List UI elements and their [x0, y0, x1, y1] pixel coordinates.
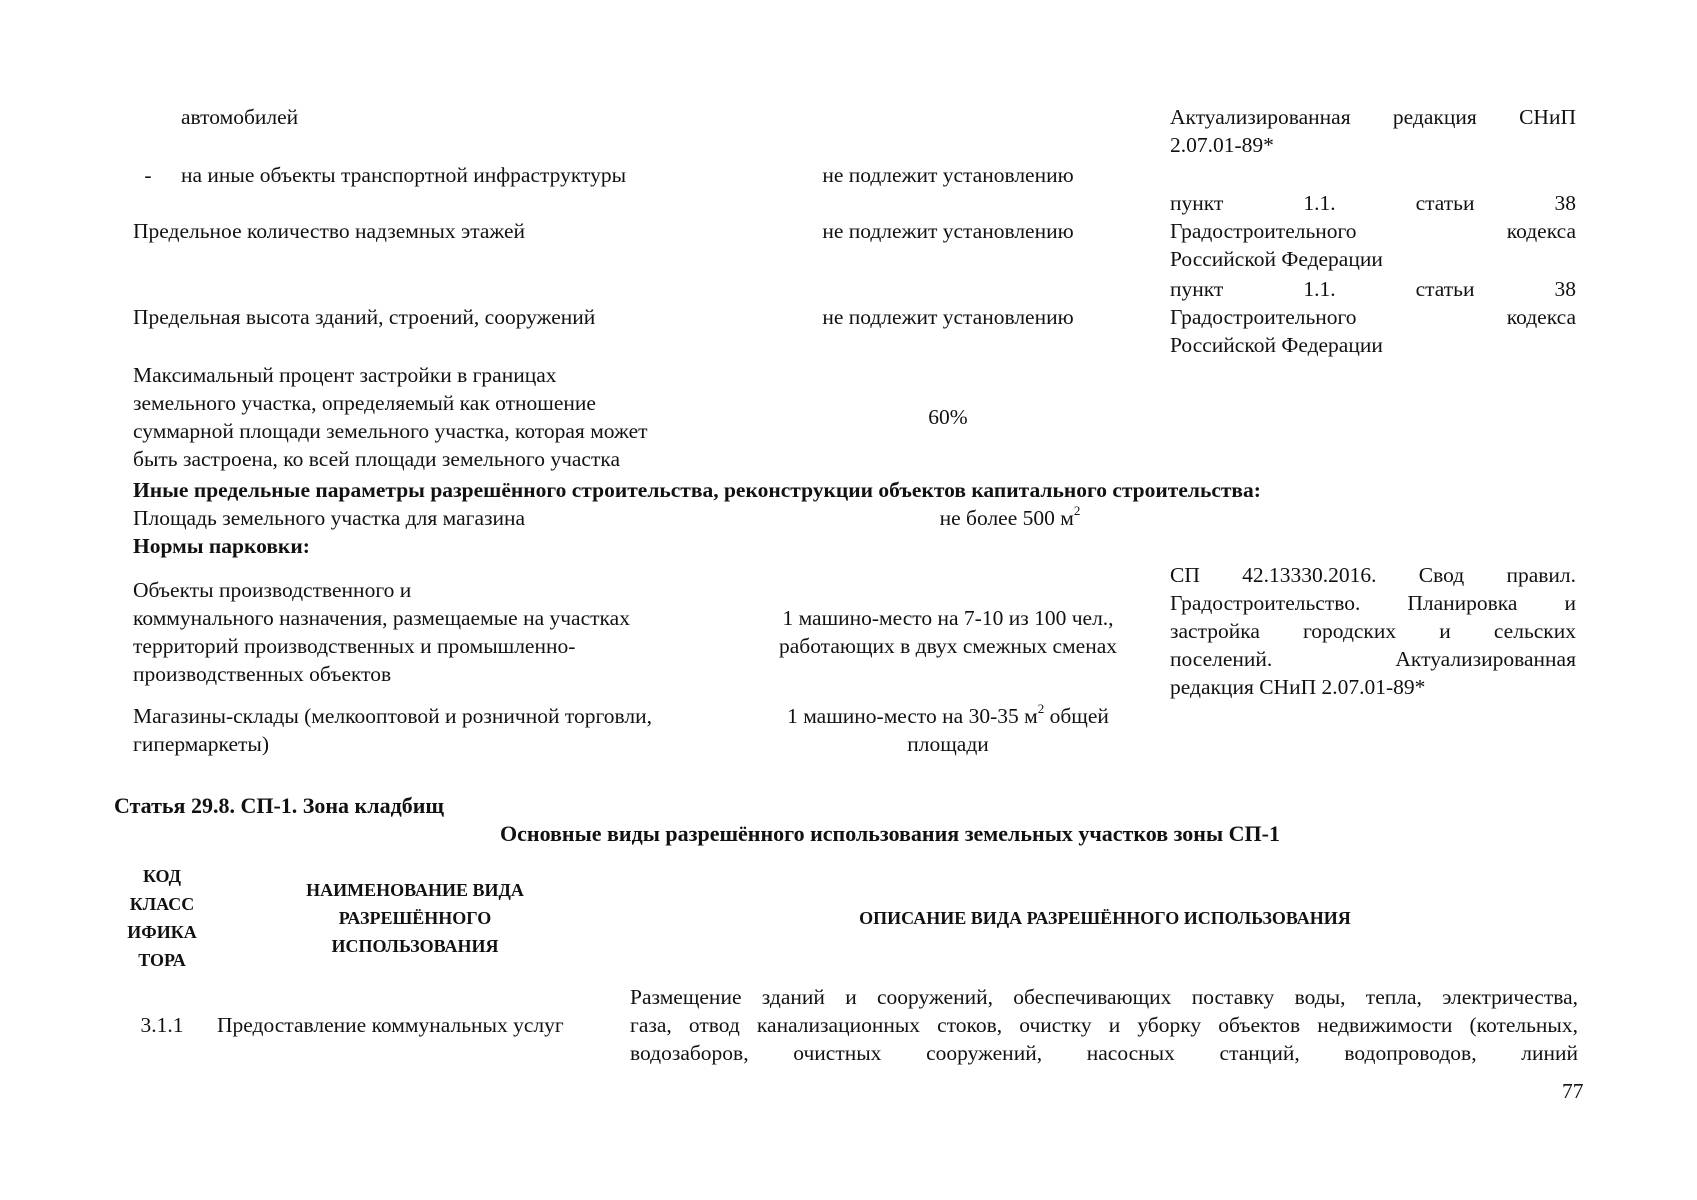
param-coverage [133, 361, 743, 473]
param-shop-area: Площадь земельного участка для магазина [133, 506, 526, 530]
header-name [240, 876, 590, 960]
header-line: РАЗРЕШЁННОГО [338, 908, 492, 928]
page-number: 77 [1562, 1079, 1584, 1103]
value-other-transport: не подлежит установлению [822, 163, 1074, 187]
header-line: НАИМЕНОВАНИЕ ВИДА [306, 880, 524, 900]
header-line: ИФИКА [127, 922, 197, 942]
basis-parking [1170, 561, 1576, 701]
param-line: территорий производственных и промышленно- [133, 634, 576, 658]
value-line [748, 702, 1148, 730]
description-line: Размещение зданий и сооружений, обеспечивающих поставку воды, тепла, электричества, [630, 985, 1578, 1009]
row-name: Предоставление коммунальных услуг [217, 1013, 564, 1037]
basis-line: Российской Федерации [1170, 247, 1383, 271]
param-cars-cont: автомобилей [181, 105, 299, 129]
description-line: газа, отвод канализационных стоков, очистку и уборку объектов недвижимости (котельных, [630, 1013, 1578, 1037]
header-description: ОПИСАНИЕ ВИДА РАЗРЕШЁННОГО ИСПОЛЬЗОВАНИЯ [859, 908, 1351, 928]
param-line: суммарной площади земельного участка, которая может [133, 419, 648, 443]
basis-line: Актуализированная редакция СНиП [1170, 105, 1576, 129]
basis-line: Градостроительного кодекса [1170, 219, 1576, 243]
value-text: не более 500 м [939, 506, 1074, 530]
param-height: Предельная высота зданий, строений, сооружений [133, 305, 596, 329]
param-line: Максимальный процент застройки в границах [133, 363, 557, 387]
param-line: производственных объектов [133, 662, 392, 686]
value-coverage: 60% [928, 405, 968, 429]
value-warehouse-shops [748, 702, 1148, 758]
basis-line: Российской Федерации [1170, 333, 1383, 357]
superscript: 2 [1073, 502, 1081, 518]
param-line: гипермаркеты) [133, 732, 270, 756]
basis-line: пункт 1.1. статьи 38 [1170, 277, 1576, 301]
basis-line: СП 42.13330.2016. Свод правил. [1170, 563, 1576, 587]
basis-height [1170, 275, 1576, 359]
param-line: коммунального назначения, размещаемые на участках [133, 606, 630, 630]
value-height: не подлежит установлению [822, 305, 1074, 329]
value-text: 1 машино-место на 30-35 м [787, 704, 1038, 728]
param-line: земельного участка, определяемый как отношение [133, 391, 596, 415]
list-dash: - [144, 163, 152, 187]
param-industrial [133, 576, 743, 688]
basis-line: 2.07.01-89* [1170, 133, 1274, 157]
header-line: КОД [142, 866, 182, 886]
basis-line: поселений. Актуализированная [1170, 647, 1576, 671]
param-other-transport [133, 161, 626, 189]
value-line: площади [907, 732, 989, 756]
header-code [112, 862, 212, 974]
param-warehouse-shops [133, 702, 753, 758]
value-industrial [748, 604, 1148, 660]
header-line: ИСПОЛЬЗОВАНИЯ [331, 936, 499, 956]
other-params-heading: Иные предельные параметры разрешённого строительства, реконструкции объектов капитального строительства: [133, 478, 1261, 502]
basis-floors [1170, 189, 1576, 273]
param-floors: Предельное количество надземных этажей [133, 219, 526, 243]
value-line: 1 машино-место на 7-10 из 100 чел., [782, 606, 1114, 630]
value-floors: не подлежит установлению [822, 219, 1074, 243]
basis-line: Градостроительного кодекса [1170, 305, 1576, 329]
basis-line: Градостроительство. Планировка и [1170, 591, 1576, 615]
value-text: общей [1044, 704, 1109, 728]
basis-line: пункт 1.1. статьи 38 [1170, 191, 1576, 215]
basis-cars [1170, 103, 1576, 159]
article-title: Статья 29.8. СП-1. Зона кладбищ [114, 793, 444, 818]
param-line: быть застроена, ко всей площади земельного участка [133, 447, 621, 471]
superscript: 2 [1037, 700, 1045, 716]
header-line: ТОРА [138, 950, 186, 970]
value-line: работающих в двух смежных сменах [778, 634, 1118, 658]
param-line: Магазины-склады (мелкооптовой и розничной торговли, [133, 704, 653, 728]
row-description [630, 983, 1578, 1067]
description-line: водозаборов, очистных сооружений, насосных станций, водопроводов, линий [630, 1041, 1578, 1065]
basis-line: редакция СНиП 2.07.01-89* [1170, 675, 1426, 699]
row-code: 3.1.1 [140, 1013, 184, 1037]
basis-line: застройка городских и сельских [1170, 619, 1576, 643]
header-line: КЛАСС [129, 894, 195, 914]
value-shop-area [830, 504, 1190, 532]
parking-heading: Нормы парковки: [133, 534, 310, 558]
param-text: на иные объекты транспортной инфраструктуры [181, 163, 627, 187]
table-title: Основные виды разрешённого использования земельных участков зоны СП-1 [500, 821, 1280, 846]
param-line: Объекты производственного и [133, 578, 412, 602]
